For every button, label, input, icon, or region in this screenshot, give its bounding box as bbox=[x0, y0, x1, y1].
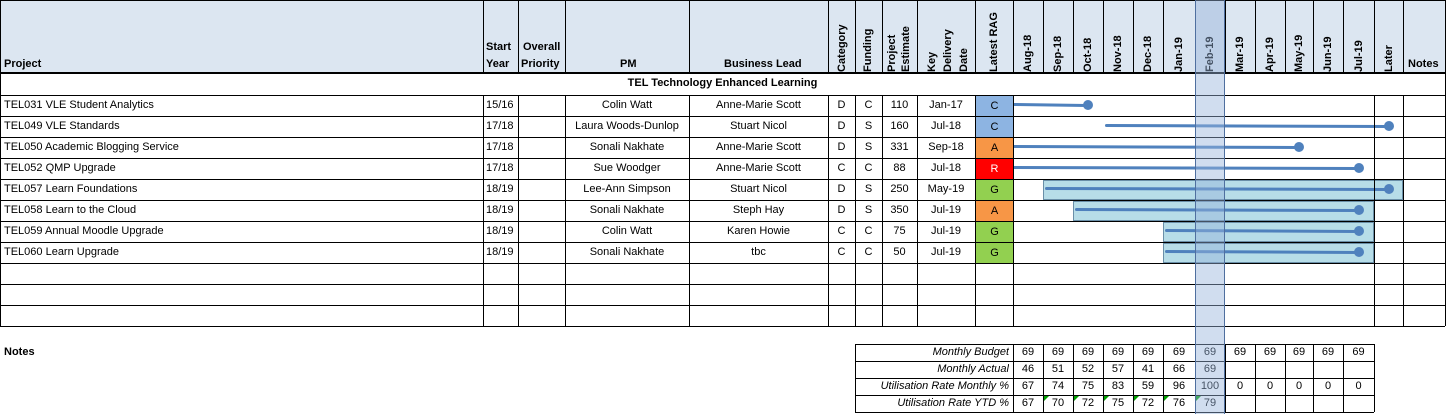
cell-delivery[interactable]: Jan-17 bbox=[929, 99, 963, 111]
cell-estimate[interactable]: 88 bbox=[893, 162, 906, 174]
summary-value: 66 bbox=[1172, 363, 1186, 375]
grid-line bbox=[1043, 344, 1044, 412]
cell-delivery[interactable]: May-19 bbox=[927, 183, 965, 195]
grid-line bbox=[1343, 0, 1344, 73]
cell-estimate[interactable]: 50 bbox=[893, 246, 906, 258]
cell-project[interactable]: TEL049 VLE Standards bbox=[4, 120, 120, 132]
grid-line bbox=[1103, 0, 1104, 73]
grid-line bbox=[1374, 0, 1375, 73]
gantt-milestone[interactable] bbox=[1354, 226, 1364, 236]
summary-value: 69 bbox=[1203, 363, 1217, 375]
header-latest-rag: Latest RAG bbox=[988, 12, 1000, 72]
header-category: Category bbox=[836, 24, 848, 72]
summary-value: 69 bbox=[1021, 346, 1035, 358]
summary-value: 69 bbox=[1233, 346, 1247, 358]
summary-value: 74 bbox=[1051, 380, 1065, 392]
grid-line bbox=[1255, 0, 1256, 73]
cell-priority[interactable] bbox=[518, 99, 565, 114]
cell-project[interactable]: TEL057 Learn Foundations bbox=[4, 183, 138, 195]
grid-line bbox=[1374, 344, 1375, 412]
grid-line bbox=[0, 95, 1445, 96]
grid-line bbox=[0, 0, 1, 326]
cell-category[interactable]: D bbox=[837, 141, 846, 153]
grid-line bbox=[0, 263, 1445, 264]
cell-start[interactable]: 18/19 bbox=[486, 225, 514, 237]
ytd-marker-icon bbox=[1196, 396, 1201, 401]
cell-pm[interactable]: Laura Woods-Dunlop bbox=[575, 120, 679, 132]
gantt-milestone[interactable] bbox=[1354, 205, 1364, 215]
summary-value: 69 bbox=[1203, 346, 1217, 358]
cell-lead[interactable]: Stuart Nicol bbox=[730, 120, 787, 132]
cell-delivery[interactable]: Jul-19 bbox=[931, 204, 961, 216]
cell-project[interactable]: TEL050 Academic Blogging Service bbox=[4, 141, 179, 153]
grid-line bbox=[855, 378, 1374, 379]
summary-value: 69 bbox=[1352, 346, 1365, 358]
summary-value: 70 bbox=[1051, 397, 1065, 409]
cell-project[interactable]: TEL060 Learn Upgrade bbox=[4, 246, 119, 258]
cell-category[interactable]: C bbox=[837, 162, 846, 174]
summary-value: 41 bbox=[1141, 363, 1155, 375]
grid-line bbox=[0, 326, 1445, 327]
grid-line bbox=[0, 179, 1445, 180]
cell-pm[interactable]: Lee-Ann Simpson bbox=[583, 183, 671, 195]
gantt-milestone[interactable] bbox=[1354, 163, 1364, 173]
summary-value: 76 bbox=[1172, 397, 1186, 409]
grid-line bbox=[1313, 0, 1314, 73]
cell-pm[interactable]: Colin Watt bbox=[601, 99, 653, 111]
grid-line bbox=[1225, 344, 1226, 412]
summary-value: 69 bbox=[1321, 346, 1335, 358]
summary-value: 0 bbox=[1295, 380, 1303, 392]
gantt-milestone[interactable] bbox=[1384, 184, 1394, 194]
header-month-may-19: May-19 bbox=[1293, 34, 1305, 72]
ytd-marker-icon bbox=[1134, 396, 1139, 401]
grid-line bbox=[0, 284, 1445, 285]
header-month-sep-18: Sep-18 bbox=[1052, 35, 1064, 72]
grid-line bbox=[1403, 95, 1404, 326]
grid-line bbox=[882, 95, 883, 326]
gantt-milestone[interactable] bbox=[1083, 100, 1093, 110]
cell-priority[interactable] bbox=[518, 183, 565, 198]
header-month-nov-18: Nov-18 bbox=[1112, 35, 1124, 72]
summary-value: 75 bbox=[1111, 397, 1125, 409]
grid-line bbox=[689, 0, 690, 73]
ytd-marker-icon bbox=[1044, 396, 1049, 401]
cell-start[interactable]: 17/18 bbox=[486, 162, 514, 174]
grid-line bbox=[1013, 95, 1014, 326]
summary-value: 52 bbox=[1081, 363, 1095, 375]
grid-line bbox=[1403, 0, 1404, 73]
grid-line bbox=[1013, 0, 1014, 73]
grid-line bbox=[855, 395, 1374, 396]
summary-value: 46 bbox=[1021, 363, 1035, 375]
summary-value: 51 bbox=[1051, 363, 1065, 375]
cell-funding[interactable]: C bbox=[864, 225, 873, 237]
grid-line bbox=[0, 305, 1445, 306]
notes-label: Notes bbox=[4, 346, 35, 358]
grid-line bbox=[0, 242, 1445, 243]
summary-value: 67 bbox=[1021, 380, 1035, 392]
grid-line bbox=[1195, 344, 1196, 412]
cell-priority[interactable] bbox=[518, 141, 565, 156]
header-project: Project bbox=[4, 58, 42, 70]
summary-label: Monthly Actual bbox=[937, 363, 1009, 375]
grid-line bbox=[828, 0, 829, 73]
summary-value: 69 bbox=[1111, 346, 1125, 358]
grid-line bbox=[1255, 344, 1256, 412]
summary-label: Utilisation Rate YTD % bbox=[897, 397, 1009, 409]
grid-line bbox=[565, 95, 566, 326]
summary-value: 69 bbox=[1141, 346, 1155, 358]
rag-cell[interactable]: R bbox=[976, 159, 1013, 179]
header-month-jun-19: Jun-19 bbox=[1322, 36, 1334, 72]
cell-delivery[interactable]: Sep-18 bbox=[928, 141, 964, 153]
grid-line bbox=[855, 412, 1374, 413]
header-start-year: Start bbox=[486, 41, 512, 53]
gantt-milestone[interactable] bbox=[1294, 142, 1304, 152]
header-month-feb-19: Feb-19 bbox=[1204, 36, 1216, 72]
grid-line bbox=[828, 95, 829, 326]
grid-line bbox=[975, 0, 976, 73]
rag-cell[interactable]: A bbox=[976, 138, 1013, 158]
cell-delivery[interactable]: Jul-19 bbox=[931, 246, 961, 258]
table-row bbox=[0, 95, 1445, 116]
grid-line bbox=[1103, 344, 1104, 412]
cell-project[interactable]: TEL059 Annual Moodle Upgrade bbox=[4, 225, 164, 237]
cell-estimate[interactable]: 110 bbox=[890, 99, 909, 111]
summary-value: 96 bbox=[1172, 380, 1186, 392]
cell-lead[interactable]: Anne-Marie Scott bbox=[716, 141, 801, 153]
grid-line bbox=[1225, 0, 1226, 73]
summary-value: 67 bbox=[1021, 397, 1035, 409]
cell-category[interactable]: D bbox=[837, 120, 846, 132]
summary-value: 100 bbox=[1200, 380, 1220, 392]
header-month-mar-19: Mar-19 bbox=[1234, 36, 1246, 72]
cell-category[interactable]: D bbox=[837, 204, 846, 216]
grid-line bbox=[565, 0, 566, 73]
grid-line bbox=[0, 137, 1445, 138]
ytd-marker-icon bbox=[1164, 396, 1169, 401]
cell-lead[interactable]: Stuart Nicol bbox=[730, 183, 787, 195]
cell-lead[interactable]: Anne-Marie Scott bbox=[716, 99, 801, 111]
rag-cell[interactable]: G bbox=[976, 222, 1013, 242]
cell-project[interactable]: TEL052 QMP Upgrade bbox=[4, 162, 116, 174]
ytd-marker-icon bbox=[1074, 396, 1079, 401]
grid-line bbox=[1374, 95, 1375, 326]
summary-value: 69 bbox=[1172, 346, 1186, 358]
cell-pm[interactable]: Sonali Nakhate bbox=[589, 141, 665, 153]
header-month-aug-18: Aug-18 bbox=[1022, 34, 1034, 72]
header-overall-priority: Priority bbox=[521, 58, 560, 70]
summary-value: 59 bbox=[1141, 380, 1155, 392]
summary-value: 57 bbox=[1111, 363, 1125, 375]
cell-priority[interactable] bbox=[518, 225, 565, 240]
grid-line bbox=[1043, 0, 1044, 73]
cell-start[interactable]: 18/19 bbox=[486, 183, 514, 195]
header-month-oct-18: Oct-18 bbox=[1082, 37, 1094, 72]
summary-label: Monthly Budget bbox=[932, 346, 1009, 358]
rag-cell[interactable]: G bbox=[976, 243, 1013, 263]
grid-line bbox=[518, 0, 519, 73]
header-overall-priority: Overall bbox=[523, 41, 561, 53]
grid-line bbox=[855, 344, 856, 412]
header-month-jan-19: Jan-19 bbox=[1173, 37, 1185, 72]
cell-funding[interactable]: C bbox=[864, 99, 873, 111]
grid-line bbox=[0, 200, 1445, 201]
grid-line bbox=[1013, 344, 1014, 412]
grid-line bbox=[1343, 344, 1344, 412]
cell-category[interactable]: C bbox=[837, 225, 846, 237]
grid-line bbox=[855, 344, 1374, 345]
summary-label: Utilisation Rate Monthly % bbox=[880, 380, 1009, 392]
cell-estimate[interactable]: 75 bbox=[893, 225, 906, 237]
grid-line bbox=[1133, 0, 1134, 73]
grid-line bbox=[0, 0, 1445, 1]
grid-line bbox=[917, 0, 918, 73]
rag-cell[interactable]: C bbox=[976, 117, 1013, 137]
header-month-dec-18: Dec-18 bbox=[1142, 35, 1154, 72]
summary-value: 69 bbox=[1051, 346, 1065, 358]
summary-value: 72 bbox=[1141, 397, 1155, 409]
header-business-lead: Business Lead bbox=[724, 58, 802, 70]
summary-value: 72 bbox=[1081, 397, 1095, 409]
cell-funding[interactable]: S bbox=[864, 141, 873, 153]
grid-line bbox=[855, 0, 856, 73]
cell-priority[interactable] bbox=[518, 120, 565, 135]
cell-lead[interactable]: Anne-Marie Scott bbox=[716, 162, 801, 174]
ytd-marker-icon bbox=[1104, 396, 1109, 401]
cell-lead[interactable]: Karen Howie bbox=[727, 225, 790, 237]
grid-line bbox=[1073, 344, 1074, 412]
cell-category[interactable]: D bbox=[837, 183, 846, 195]
summary-value: 83 bbox=[1111, 380, 1125, 392]
grid-line bbox=[975, 95, 976, 326]
grid-line bbox=[0, 73, 1445, 74]
header-funding: Funding bbox=[862, 28, 874, 72]
cell-funding[interactable]: S bbox=[864, 120, 873, 132]
cell-priority[interactable] bbox=[518, 162, 565, 177]
grid-line bbox=[917, 95, 918, 326]
grid-line bbox=[1195, 0, 1196, 73]
grid-line bbox=[1163, 0, 1164, 73]
cell-priority[interactable] bbox=[518, 204, 565, 219]
grid-line bbox=[689, 95, 690, 326]
cell-funding[interactable]: C bbox=[864, 246, 873, 258]
header-month-jul-19: Jul-19 bbox=[1352, 40, 1365, 72]
header-key-delivery-date: Key bbox=[926, 51, 938, 72]
grid-line bbox=[483, 0, 484, 73]
summary-value: 69 bbox=[1292, 346, 1306, 358]
cell-project[interactable]: TEL058 Learn to the Cloud bbox=[4, 204, 137, 216]
cell-start[interactable]: 17/18 bbox=[486, 120, 514, 132]
header-project-estimate: Estimate bbox=[900, 26, 912, 72]
cell-start[interactable]: 18/19 bbox=[486, 246, 514, 258]
cell-pm[interactable]: Sonali Nakhate bbox=[589, 204, 665, 216]
summary-value: 69 bbox=[1263, 346, 1277, 358]
grid-line bbox=[855, 361, 1374, 362]
grid-line bbox=[0, 158, 1445, 159]
cell-estimate[interactable]: 250 bbox=[890, 183, 909, 195]
cell-lead[interactable]: tbc bbox=[751, 246, 766, 258]
cell-estimate[interactable]: 331 bbox=[890, 141, 909, 153]
summary-value: 0 bbox=[1266, 380, 1274, 392]
grid-line bbox=[1313, 344, 1314, 412]
group-band-title: TEL Technology Enhanced Learning bbox=[627, 77, 818, 89]
cell-pm[interactable]: Sonali Nakhate bbox=[589, 246, 665, 258]
cell-delivery[interactable]: Jul-18 bbox=[931, 120, 961, 132]
grid-line bbox=[518, 95, 519, 326]
grid-line bbox=[882, 0, 883, 73]
grid-line bbox=[0, 116, 1445, 117]
cell-start[interactable]: 15/16 bbox=[486, 99, 514, 111]
cell-priority[interactable] bbox=[518, 246, 565, 261]
cell-project[interactable]: TEL031 VLE Student Analytics bbox=[4, 99, 154, 111]
cell-start[interactable]: 18/19 bbox=[486, 204, 514, 216]
cell-category[interactable]: C bbox=[837, 246, 846, 258]
rag-cell[interactable]: G bbox=[976, 180, 1013, 200]
cell-start[interactable]: 17/18 bbox=[486, 141, 514, 153]
grid-line bbox=[1285, 0, 1286, 73]
header-project-estimate: Project bbox=[886, 34, 898, 72]
cell-pm[interactable]: Colin Watt bbox=[601, 225, 653, 237]
cell-lead[interactable]: Steph Hay bbox=[732, 204, 785, 216]
grid-line bbox=[483, 95, 484, 326]
cell-delivery[interactable]: Jul-19 bbox=[931, 225, 961, 237]
cell-category[interactable]: D bbox=[837, 99, 846, 111]
grid-line bbox=[0, 221, 1445, 222]
cell-funding[interactable]: S bbox=[864, 183, 873, 195]
header-month-apr-19: Apr-19 bbox=[1264, 37, 1276, 72]
rag-cell[interactable]: A bbox=[976, 201, 1013, 221]
header-notes: Notes bbox=[1408, 58, 1439, 70]
summary-value: 0 bbox=[1324, 380, 1332, 392]
header-start-year: Year bbox=[486, 58, 510, 70]
rag-cell[interactable]: C bbox=[976, 96, 1013, 116]
cell-delivery[interactable]: Jul-18 bbox=[931, 162, 961, 174]
grid-line bbox=[1073, 0, 1074, 73]
cell-funding[interactable]: S bbox=[864, 204, 873, 216]
cell-estimate[interactable]: 350 bbox=[890, 204, 909, 216]
summary-value: 0 bbox=[1236, 380, 1244, 392]
header-month-later: Later bbox=[1382, 45, 1395, 72]
gantt-milestone[interactable] bbox=[1384, 121, 1394, 131]
grid-line bbox=[855, 95, 856, 326]
grid-line bbox=[1285, 344, 1286, 412]
gantt-milestone[interactable] bbox=[1354, 247, 1364, 257]
header-pm: PM bbox=[620, 58, 637, 70]
summary-value: 79 bbox=[1203, 397, 1217, 409]
grid-line bbox=[1163, 344, 1164, 412]
cell-estimate[interactable]: 160 bbox=[890, 120, 909, 132]
summary-value: 69 bbox=[1081, 346, 1095, 358]
summary-value: 75 bbox=[1081, 380, 1095, 392]
summary-value: 0 bbox=[1355, 380, 1362, 392]
grid-line bbox=[1133, 344, 1134, 412]
header-background bbox=[0, 0, 1445, 73]
cell-funding[interactable]: C bbox=[864, 162, 873, 174]
header-key-delivery-date: Delivery bbox=[942, 29, 954, 72]
cell-pm[interactable]: Sue Woodger bbox=[593, 162, 661, 174]
header-key-delivery-date: Date bbox=[958, 48, 970, 72]
